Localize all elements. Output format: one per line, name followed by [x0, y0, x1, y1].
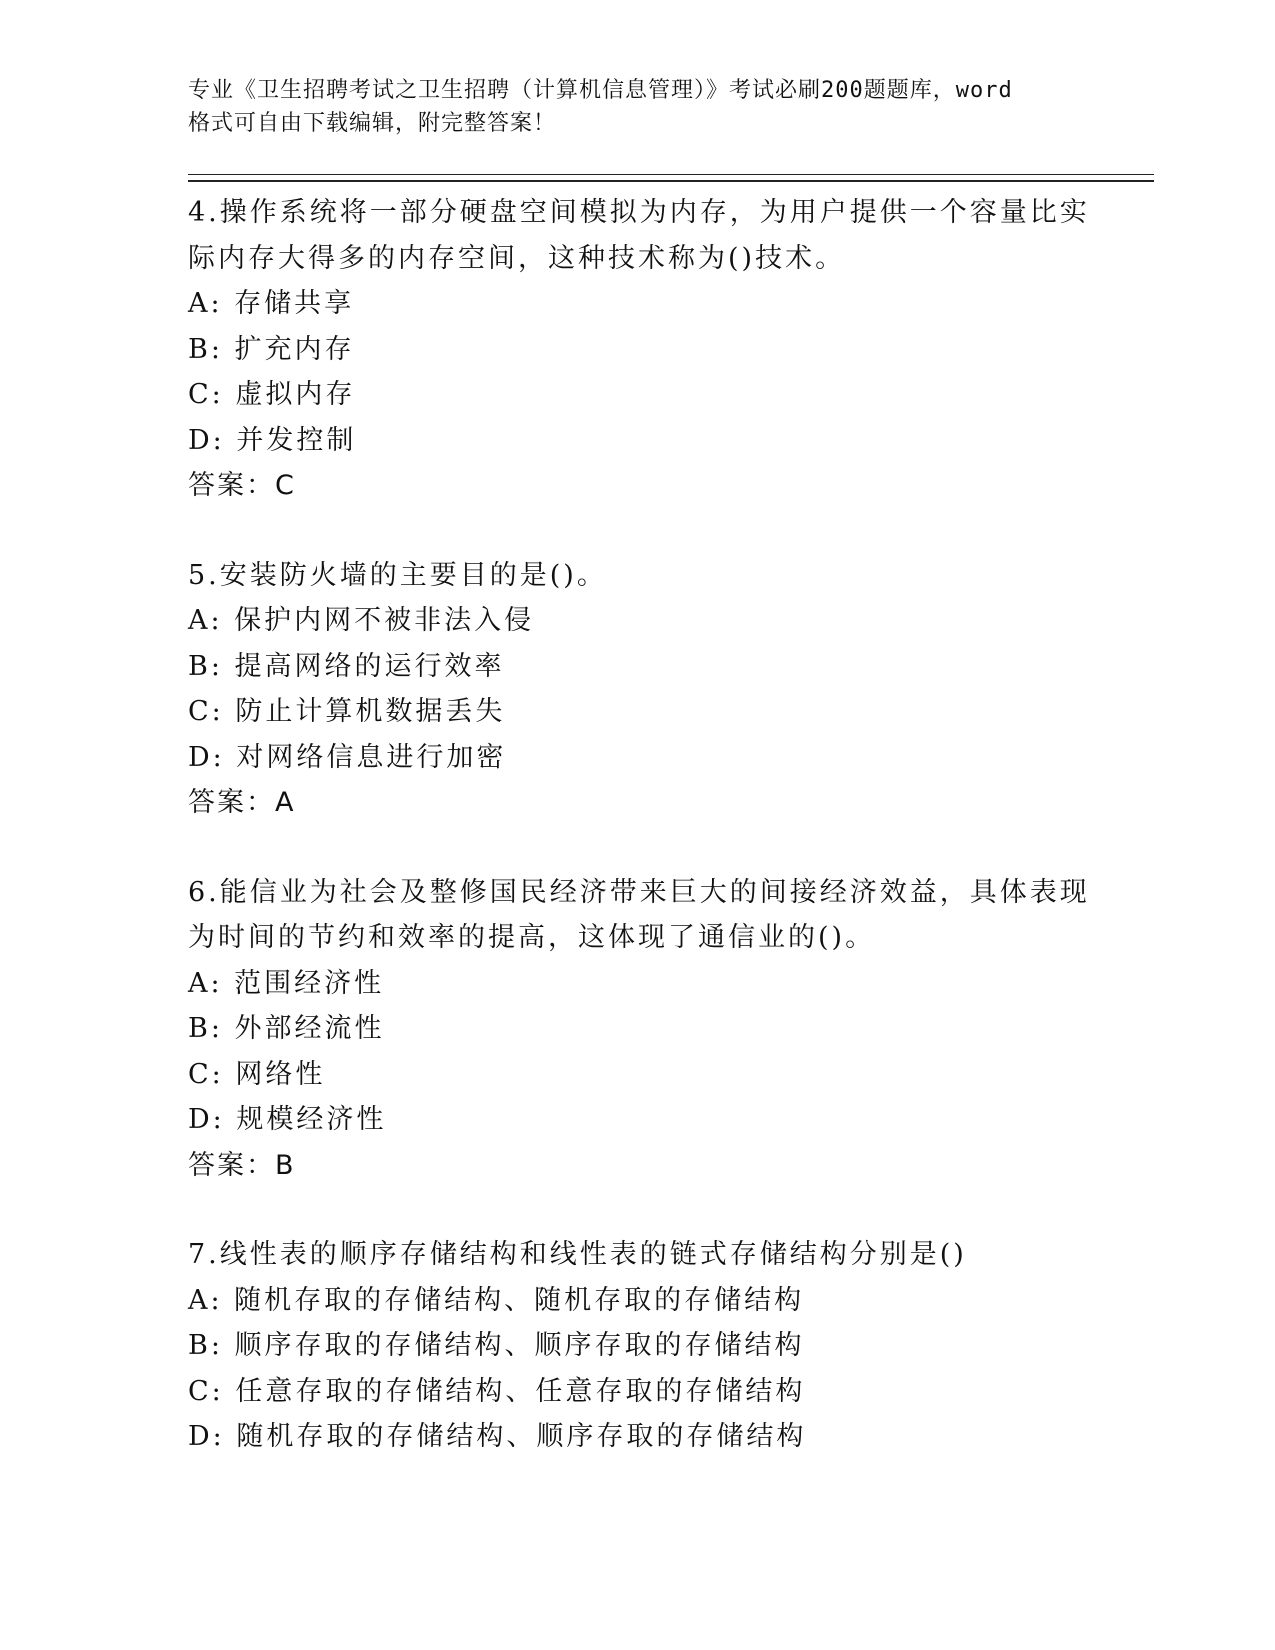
question-stem: 为时间的节约和效率的提高，这体现了通信业的()。 [188, 922, 876, 953]
question-stem: 4.操作系统将一部分硬盘空间模拟为内存，为用户提供一个容量比实 [188, 197, 1090, 228]
answer-label: 答案：A [188, 787, 296, 818]
question-stem: 7.线性表的顺序存储结构和线性表的链式存储结构分别是() [188, 1239, 967, 1270]
option-c: C: 任意存取的存储结构、任意存取的存储结构 [188, 1375, 806, 1407]
question-stem: 际内存大得多的内存空间，这种技术称为()技术。 [188, 242, 846, 274]
question-stem: 6.能信业为社会及整修国民经济带来巨大的间接经济效益，具体表现 [188, 876, 1090, 908]
option-d: D: 对网络信息进行加密 [188, 741, 507, 773]
question-list [188, 190, 1088, 1504]
answer-label: 答案：B [188, 1149, 296, 1181]
option-b: B: 顺序存取的存储结构、顺序存取的存储结构 [188, 1330, 805, 1361]
header-line-1: 专业《卫生招聘考试之卫生招聘（计算机信息管理）》考试必刷200题题库，word [188, 78, 1013, 103]
question-stem: 5.安装防火墙的主要目的是()。 [188, 559, 607, 591]
option-a: A: 范围经济性 [188, 967, 385, 999]
option-c: C: 网络性 [188, 1058, 326, 1090]
option-a: A: 保护内网不被非法入侵 [188, 605, 535, 636]
question-7 [188, 1232, 1088, 1460]
option-b: B: 提高网络的运行效率 [188, 650, 505, 682]
document-header [188, 74, 1088, 140]
option-d: D: 并发控制 [188, 424, 357, 456]
option-d: D: 规模经济性 [188, 1104, 387, 1135]
question-5 [188, 553, 1088, 826]
header-divider-thick [188, 180, 1154, 182]
header-line-2: 格式可自由下载编辑，附完整答案！ [188, 111, 557, 136]
option-b: B: 扩充内存 [188, 333, 355, 365]
answer-label: 答案：C [188, 470, 296, 501]
option-a: A: 存储共享 [188, 288, 355, 319]
header-divider-thin [188, 174, 1154, 175]
option-c: C: 虚拟内存 [188, 379, 356, 410]
option-c: C: 防止计算机数据丢失 [188, 696, 506, 727]
option-a: A: 随机存取的存储结构、随机存取的存储结构 [188, 1284, 805, 1316]
question-4 [188, 190, 1088, 509]
option-d: D: 随机存取的存储结构、顺序存取的存储结构 [188, 1421, 807, 1452]
question-6 [188, 870, 1088, 1189]
option-b: B: 外部经流性 [188, 1013, 385, 1044]
